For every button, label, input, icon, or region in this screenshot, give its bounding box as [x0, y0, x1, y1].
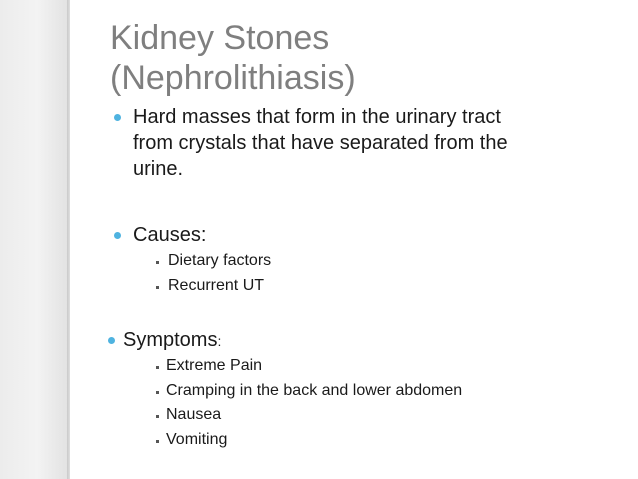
definition-line-3: urine. — [133, 158, 184, 180]
sub-bullet-icon — [156, 286, 159, 289]
symptoms-heading — [123, 328, 221, 353]
sub-bullet-icon — [156, 440, 159, 443]
sub-bullet-icon — [156, 415, 159, 418]
definition-line-2: from crystals that have separated from the — [133, 132, 508, 154]
slide-title — [110, 18, 590, 98]
sub-bullet-icon — [156, 391, 159, 394]
symptoms-item: Extreme Pain — [166, 357, 263, 374]
symptoms-item: Nausea — [166, 406, 222, 423]
left-decorative-band — [0, 0, 68, 479]
causes-item: Dietary factors — [168, 252, 272, 269]
definition-line-1: Hard masses that form in the urinary tract — [133, 106, 501, 128]
symptoms-item: Vomiting — [166, 431, 228, 448]
title-line-1: Kidney Stones — [110, 19, 330, 57]
causes-label: Causes: — [133, 224, 207, 246]
bullet-dot-icon — [114, 232, 121, 239]
causes-item: Recurrent UT — [168, 277, 265, 294]
title-line-2: (Nephrolithiasis) — [110, 59, 356, 97]
symptoms-label: Symptoms — [123, 329, 218, 351]
band-divider-line — [67, 0, 70, 479]
sub-bullet-icon — [156, 261, 159, 264]
bullet-dot-icon — [114, 114, 121, 121]
sub-bullet-icon — [156, 366, 159, 369]
bullet-dot-icon — [108, 337, 115, 344]
symptoms-colon: : — [217, 333, 222, 349]
symptoms-item: Cramping in the back and lower abdomen — [166, 382, 463, 399]
